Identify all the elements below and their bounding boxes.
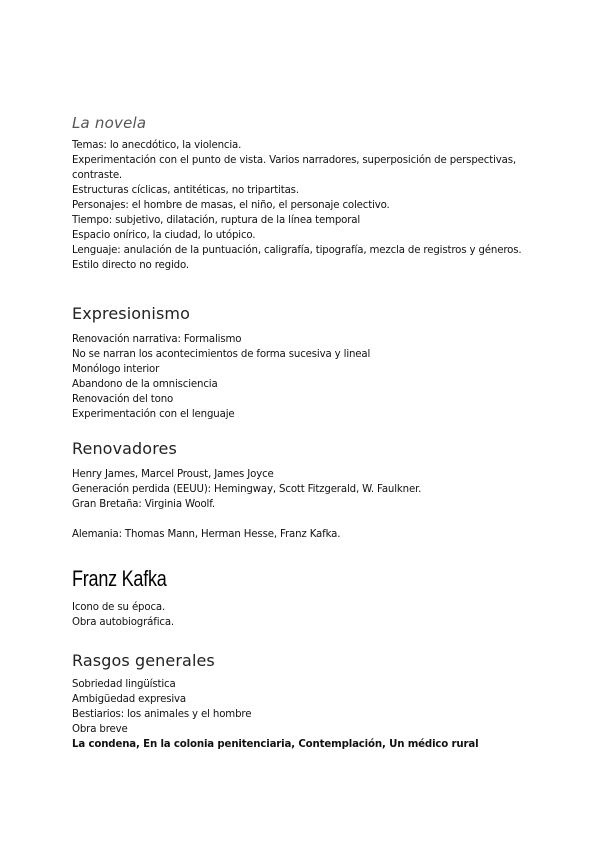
renovadores-list [72,467,552,512]
list-item: Abandono de la omnisciencia [72,379,218,390]
section-heading-renovadores: Renovadores [72,439,177,458]
list-item: Lenguaje: anulación de la puntuación, caligrafía, tipografía, mezcla de registros y géneros. [72,245,522,256]
list-item: Obra breve [72,724,128,735]
list-item: Bestiarios: los animales y el hombre [72,709,252,720]
list-item: Ambigüedad expresiva [72,694,187,705]
rasgos-list [72,677,552,752]
list-item: Icono de su época. [72,602,166,613]
list-item: Estilo directo no regido. [72,260,189,271]
list-item: Renovación del tono [72,394,174,405]
la-novela-list [72,138,552,273]
list-item: Henry James, Marcel Proust, James Joyce [72,469,274,480]
list-item: Generación perdida (EEUU): Hemingway, Scott Fitzgerald, W. Faulkner. [72,484,422,495]
section-heading-expresionismo: Expresionismo [72,304,190,323]
section-heading-la-novela: La novela [72,114,147,132]
section-heading-rasgos-generales: Rasgos generales [72,651,215,670]
list-item: Experimentación con el lenguaje [72,409,235,420]
list-item: Sobriedad lingüística [72,679,176,690]
list-item: Obra autobiográfica. [72,617,175,628]
list-item: Personajes: el hombre de masas, el niño, el personaje colectivo. [72,200,390,211]
list-item: Espacio onírico, la ciudad, lo utópico. [72,230,256,241]
list-item: Experimentación con el punto de vista. Varios narradores, superposición de perspectivas, contraste. [72,155,516,181]
renovadores-alemania: Alemania: Thomas Mann, Herman Hesse, Franz Kafka. [72,529,341,540]
list-item: No se narran los acontecimientos de forma sucesiva y lineal [72,349,371,360]
kafka-list [72,600,552,630]
expresionismo-list [72,332,552,422]
list-item: Estructuras cíclicas, antitéticas, no tripartitas. [72,185,299,196]
section-heading-franz-kafka: Franz Kafka [72,566,167,591]
list-item: Gran Bretaña: Virginia Woolf. [72,499,216,510]
list-item: Renovación narrativa: Formalismo [72,334,242,345]
list-item: Temas: lo anecdótico, la violencia. [72,140,242,151]
list-item: Tiempo: subjetivo, dilatación, ruptura de la línea temporal [72,215,361,226]
list-item: Monólogo interior [72,364,160,375]
kafka-works-list: La condena, En la colonia penitenciaria, Contemplación, Un médico rural [72,739,479,750]
